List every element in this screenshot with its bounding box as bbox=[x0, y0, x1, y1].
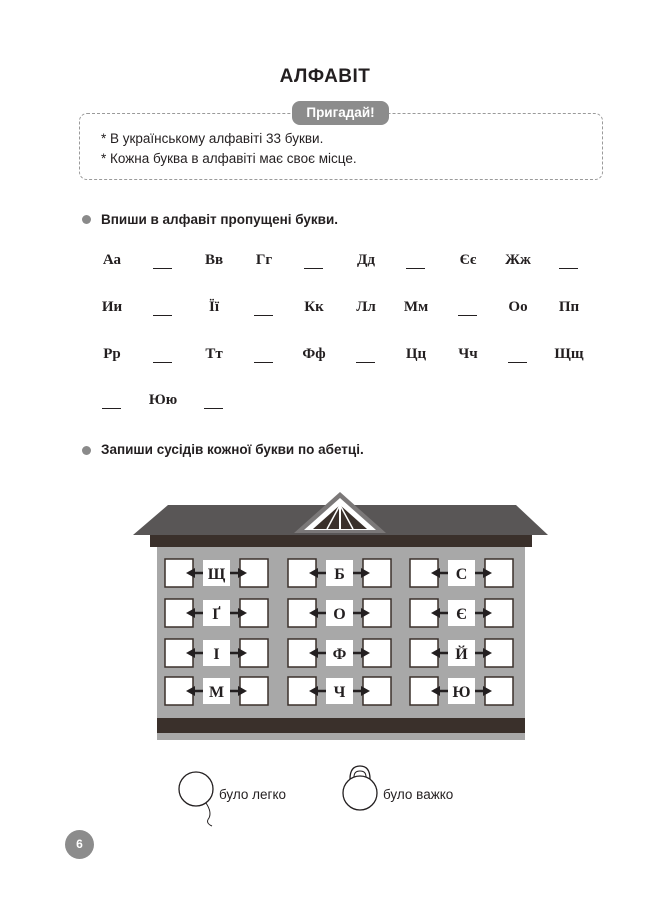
alphabet-letter: Аа bbox=[102, 252, 122, 268]
alphabet-letter: Гг bbox=[255, 252, 273, 268]
alphabet-letter: Жж bbox=[505, 252, 531, 268]
window-letter: Є bbox=[456, 606, 467, 623]
alphabet-letter: Юю bbox=[148, 392, 178, 408]
alphabet-letter: Чч bbox=[458, 346, 478, 362]
window-letter: М bbox=[208, 684, 225, 701]
alphabet-letter: Її bbox=[208, 299, 219, 315]
alphabet-letter: Цц bbox=[405, 346, 427, 362]
balloon-icon bbox=[179, 772, 213, 826]
fact-2: * Кожна буква в алфавіті має своє місце. bbox=[101, 151, 357, 166]
window-letter: Ґ bbox=[212, 606, 221, 623]
alphabet-letter: Тт bbox=[205, 346, 223, 362]
window-letter: Б bbox=[334, 566, 345, 583]
remember-tag: Пригадай! bbox=[292, 101, 389, 125]
page-number: 6 bbox=[65, 830, 94, 859]
alphabet-letter: Мм bbox=[403, 299, 429, 315]
alphabet-letter: Пп bbox=[558, 299, 580, 315]
task-1-instruction: Впиши в алфавіт пропущені букви. bbox=[101, 212, 339, 227]
alphabet-letter: Вв bbox=[204, 252, 224, 268]
alphabet-letter: Щщ bbox=[554, 346, 584, 362]
alphabet-letter: Єє bbox=[459, 252, 477, 268]
alphabet-letter: Лл bbox=[356, 299, 376, 315]
window-letter: Й bbox=[455, 646, 468, 663]
alphabet-letter: Дд bbox=[357, 252, 375, 268]
alphabet-letter: Фф bbox=[302, 346, 326, 362]
legend-hard: було важко bbox=[383, 787, 454, 802]
alphabet-letter: Рр bbox=[103, 346, 121, 362]
alphabet-letter: Оо bbox=[508, 299, 528, 315]
window-letter: Ч bbox=[333, 684, 346, 701]
fact-1: * В українському алфавіті 33 букви. bbox=[101, 131, 324, 146]
alphabet-letter: Ии bbox=[101, 299, 123, 315]
window-letter: О bbox=[333, 606, 346, 623]
window-letter: Ф bbox=[332, 646, 347, 663]
window-letter: С bbox=[455, 566, 468, 583]
task-2-instruction: Запиши сусідів кожної букви по абетці. bbox=[101, 442, 364, 457]
kettlebell-icon bbox=[343, 766, 377, 810]
window-letter: Ю bbox=[452, 684, 471, 701]
page-title: АЛФАВІТ bbox=[279, 66, 371, 87]
legend-easy: було легко bbox=[219, 787, 287, 802]
alphabet-letter: Кк bbox=[304, 299, 324, 315]
window-letter: І bbox=[213, 646, 220, 663]
window-letter: Щ bbox=[207, 566, 226, 583]
